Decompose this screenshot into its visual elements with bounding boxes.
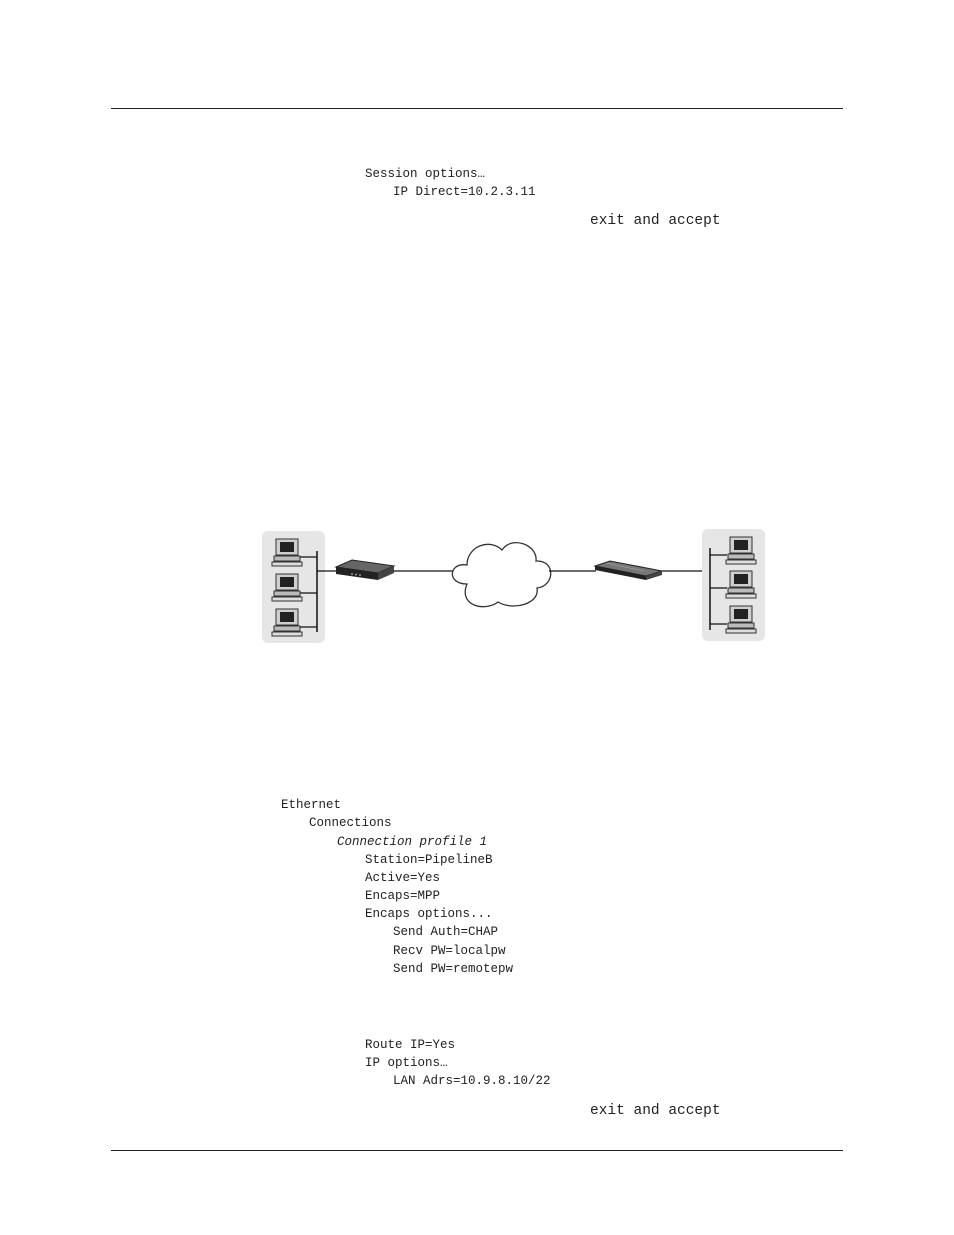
param-route-ip: Route IP=Yes <box>365 1038 456 1052</box>
router-icon <box>595 561 662 580</box>
param-lan-adrs: LAN Adrs=10.9.8.10/22 <box>393 1074 551 1088</box>
menu-ethernet: Ethernet <box>281 798 342 812</box>
network-cloud-icon <box>452 543 550 607</box>
param-active: Active=Yes <box>365 871 441 885</box>
workstation-icon <box>272 609 302 636</box>
param-station: Station=PipelineB <box>365 853 493 867</box>
menu-connection-profile: Connection profile 1 <box>337 835 488 849</box>
ip-direct-line: IP Direct=10.2.3.11 <box>393 185 536 199</box>
exit-accept-top: exit and accept <box>590 213 721 229</box>
param-send-pw: Send PW=remotepw <box>393 962 514 976</box>
workstation-icon <box>726 606 756 633</box>
exit-accept-bottom: exit and accept <box>590 1103 721 1119</box>
param-encaps: Encaps=MPP <box>365 889 441 903</box>
session-options-line: Session options… <box>365 167 486 181</box>
router-icon <box>336 560 394 580</box>
workstation-icon <box>726 571 756 598</box>
menu-connections: Connections <box>309 816 392 830</box>
param-ip-options: IP options… <box>365 1056 448 1070</box>
workstation-icon <box>272 539 302 566</box>
footer-rule <box>111 1150 843 1151</box>
param-recv-pw: Recv PW=localpw <box>393 944 506 958</box>
workstation-icon <box>272 574 302 601</box>
workstation-icon <box>726 537 756 564</box>
param-encaps-options: Encaps options... <box>365 907 493 921</box>
param-send-auth: Send Auth=CHAP <box>393 925 499 939</box>
